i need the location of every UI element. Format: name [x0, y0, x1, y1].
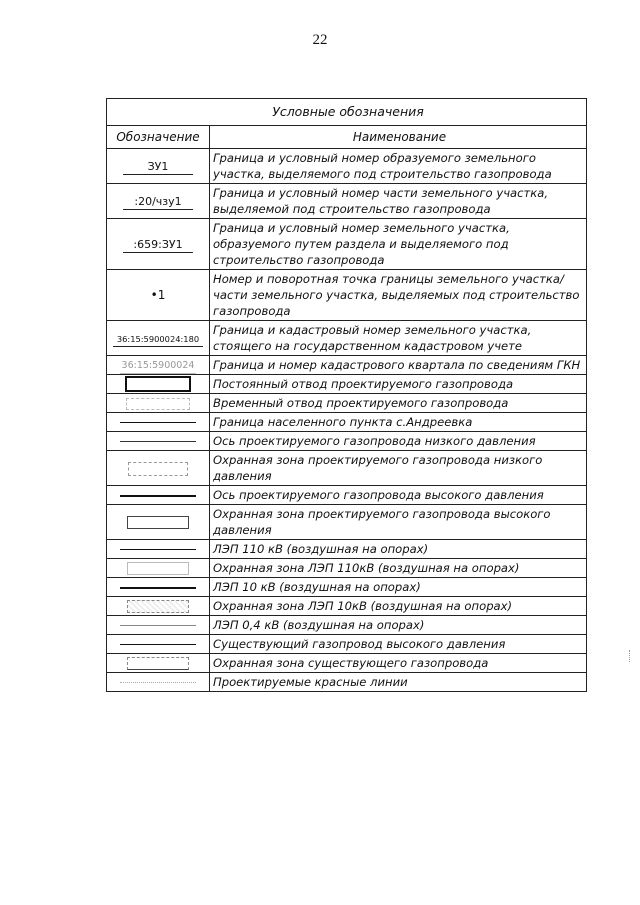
legend-row	[107, 505, 587, 540]
legend-description: Постоянный отвод проектируемого газопровода	[210, 375, 587, 394]
legend-symbol	[107, 654, 210, 673]
legend-description: Охранная зона проектируемого газопровода низкого давления	[210, 451, 587, 486]
legend-description: ЛЭП 0,4 кВ (воздушная на опорах)	[210, 616, 587, 635]
rect-gray-dash-swatch	[128, 462, 188, 476]
legend-description: Граница населенного пункта с.Андреевка	[210, 413, 587, 432]
symbol-label: ЗУ1	[123, 160, 193, 175]
legend-description: Граница и условный номер земельного участка, образуемого путем раздела и выделяемого под строительство газопровода	[210, 219, 587, 270]
legend-description: Проектируемые красные линии	[210, 673, 587, 692]
legend-row	[107, 616, 587, 635]
legend-symbol	[107, 597, 210, 616]
legend-description: Граница и условный номер части земельного участка, выделяемой под строительство газопровода	[210, 184, 587, 219]
legend-row	[107, 375, 587, 394]
margin-mark	[629, 650, 632, 662]
legend-table	[106, 98, 587, 692]
legend-symbol	[107, 616, 210, 635]
legend-row	[107, 321, 587, 356]
legend-row	[107, 559, 587, 578]
legend-title: Условные обозначения	[107, 99, 587, 126]
legend-row	[107, 673, 587, 692]
legend-row	[107, 578, 587, 597]
rect-gray-swatch	[127, 562, 189, 575]
legend-description: ЛЭП 10 кВ (воздушная на опорах)	[210, 578, 587, 597]
legend-symbol	[107, 321, 210, 356]
legend-row	[107, 635, 587, 654]
legend-row	[107, 451, 587, 486]
legend	[106, 98, 587, 692]
line-solid-swatch	[120, 549, 196, 550]
legend-description: Ось проектируемого газопровода низкого давления	[210, 432, 587, 451]
rect-dashed-light-swatch	[126, 398, 190, 410]
legend-description: Охранная зона ЛЭП 10кВ (воздушная на опорах)	[210, 597, 587, 616]
legend-symbol	[107, 432, 210, 451]
rect-solid-thin-swatch	[127, 516, 189, 529]
legend-description: Ось проектируемого газопровода высокого давления	[210, 486, 587, 505]
legend-symbol	[107, 184, 210, 219]
column-header-symbol: Обозначение	[107, 126, 210, 149]
legend-symbol	[107, 635, 210, 654]
legend-description: Существующий газопровод высокого давления	[210, 635, 587, 654]
legend-symbol	[107, 270, 210, 321]
symbol-label: :20/чзу1	[123, 195, 193, 210]
legend-symbol	[107, 673, 210, 692]
legend-description: Временный отвод проектируемого газопровода	[210, 394, 587, 413]
legend-description: ЛЭП 110 кВ (воздушная на опорах)	[210, 540, 587, 559]
legend-description: Номер и поворотная точка границы земельного участка/части земельного участка, выделяемых под строительство газопровода	[210, 270, 587, 321]
legend-row	[107, 149, 587, 184]
legend-row	[107, 432, 587, 451]
point-marker: •1	[150, 288, 166, 302]
legend-row	[107, 486, 587, 505]
legend-row	[107, 413, 587, 432]
legend-symbol	[107, 486, 210, 505]
legend-description: Граница и условный номер образуемого земельного участка, выделяемого под строительство газопровода	[210, 149, 587, 184]
symbol-label: 36:15:5900024:180	[113, 332, 203, 347]
line-thin-swatch	[120, 441, 196, 442]
legend-description: Граница и номер кадастрового квартала по сведениям ГКН	[210, 356, 587, 375]
legend-row	[107, 219, 587, 270]
column-header-name: Наименование	[210, 126, 587, 149]
page-number: 22	[312, 32, 328, 48]
legend-row	[107, 654, 587, 673]
line-thick-swatch	[120, 495, 196, 497]
line-solid-swatch	[120, 422, 196, 423]
legend-symbol	[107, 559, 210, 578]
legend-symbol	[107, 356, 210, 375]
legend-description: Охранная зона существующего газопровода	[210, 654, 587, 673]
legend-symbol	[107, 505, 210, 540]
symbol-label: 36:15:5900024	[120, 359, 197, 374]
rect-hatch-swatch	[127, 600, 189, 613]
line-grey-swatch	[120, 625, 196, 626]
legend-symbol	[107, 149, 210, 184]
legend-row	[107, 270, 587, 321]
legend-row	[107, 597, 587, 616]
line-solid-swatch	[120, 644, 196, 645]
legend-symbol	[107, 394, 210, 413]
legend-symbol	[107, 219, 210, 270]
legend-symbol	[107, 451, 210, 486]
legend-row	[107, 540, 587, 559]
legend-description: Охранная зона ЛЭП 110кВ (воздушная на опорах)	[210, 559, 587, 578]
legend-symbol	[107, 578, 210, 597]
legend-row	[107, 394, 587, 413]
legend-symbol	[107, 375, 210, 394]
rect-thick-swatch	[125, 376, 191, 392]
legend-row	[107, 356, 587, 375]
line-thick-swatch	[120, 587, 196, 589]
legend-symbol	[107, 540, 210, 559]
legend-row	[107, 184, 587, 219]
legend-description: Охранная зона проектируемого газопровода высокого давления	[210, 505, 587, 540]
legend-symbol	[107, 413, 210, 432]
symbol-label: :659:ЗУ1	[123, 238, 193, 253]
line-dotted-swatch	[120, 682, 196, 683]
rect-open-swatch	[127, 657, 189, 670]
legend-description: Граница и кадастровый номер земельного участка, стоящего на государственном кадастровом учете	[210, 321, 587, 356]
